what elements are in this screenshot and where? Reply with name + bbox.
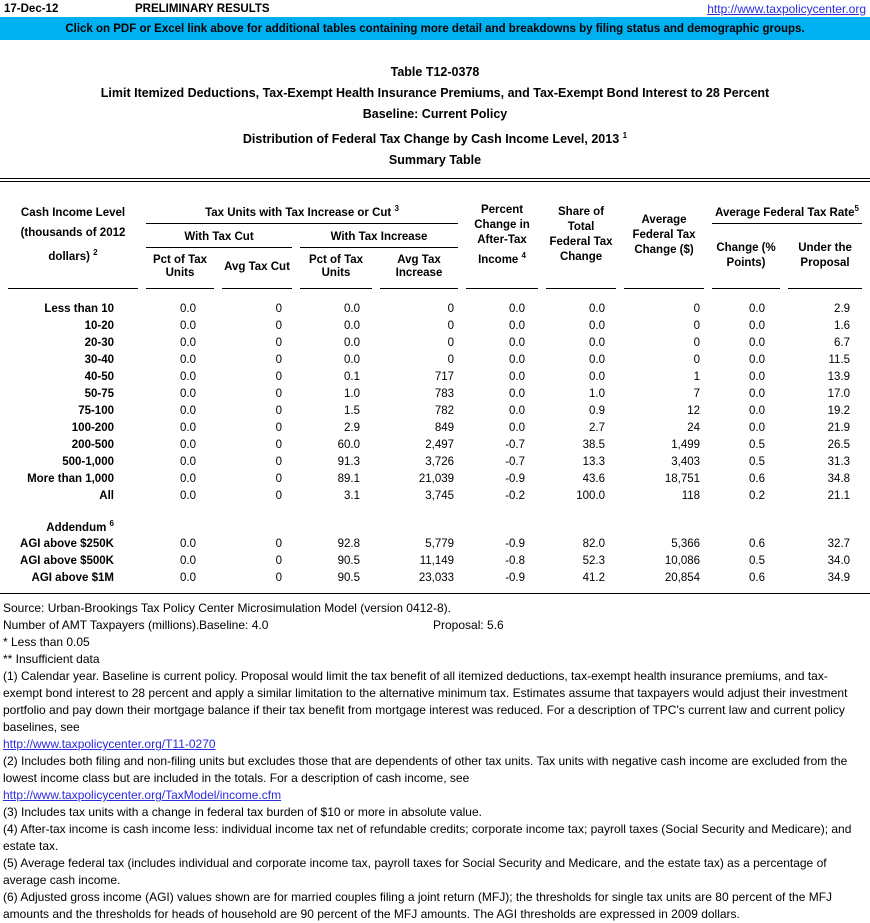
cell-value: 783 <box>434 387 455 400</box>
cell-value: 2.9 <box>834 302 851 315</box>
table-row <box>8 317 862 334</box>
cell-value: 1.5 <box>344 404 360 417</box>
cash-income-link[interactable]: http://www.taxpolicycenter.org/TaxModel/income.cfm <box>3 788 282 803</box>
cell-value: 0.9 <box>589 404 606 417</box>
cell-value: 0.0 <box>589 302 606 315</box>
cell-value: 0.0 <box>180 571 196 584</box>
cell-value: 52.3 <box>582 554 606 567</box>
cell-value: 0 <box>275 537 282 550</box>
proposal-title: Limit Itemized Deductions, Tax-Exempt Health Insurance Premiums, and Tax-Exempt Bond Interest to 28 Percent <box>100 86 770 100</box>
cell-value: 0.0 <box>344 319 360 332</box>
cell-value: 0.0 <box>180 537 196 550</box>
row-label: 50-75 <box>84 387 114 400</box>
table-bottom-rule <box>0 593 870 594</box>
cell-value: 0 <box>275 571 282 584</box>
table-row <box>8 470 862 487</box>
col-header-avg-tax-increase: Avg Tax Increase <box>380 248 458 289</box>
cell-value: 92.8 <box>337 537 360 550</box>
cell-value: 1.6 <box>834 319 851 332</box>
cell-value: 23,033 <box>418 571 455 584</box>
cell-value: 41.2 <box>582 571 606 584</box>
cell-value: 118 <box>681 489 701 502</box>
cell-value: 0 <box>275 387 282 400</box>
cell-value: -0.7 <box>505 455 526 468</box>
cell-value: 34.8 <box>827 472 851 485</box>
row-label: 200-500 <box>71 438 114 451</box>
cell-value: 0 <box>275 421 282 434</box>
row-label: 75-100 <box>78 404 114 417</box>
cell-value: 0.0 <box>509 302 526 315</box>
cell-value: -0.8 <box>505 554 526 567</box>
cell-value: 100.0 <box>576 489 606 502</box>
col-header-pct-units-with-increase: Pct of Tax Units <box>300 248 372 289</box>
table-header <box>8 182 862 289</box>
row-label: 10-20 <box>84 319 114 332</box>
cell-value: 0 <box>275 554 282 567</box>
spacer-row <box>8 504 862 518</box>
row-label: 40-50 <box>84 370 114 383</box>
cell-value: 19.2 <box>827 404 851 417</box>
cell-value: 2.9 <box>344 421 360 434</box>
cell-value: -0.2 <box>505 489 526 502</box>
cell-value: 43.6 <box>582 472 606 485</box>
table-row <box>8 368 862 385</box>
cell-value: 0.0 <box>344 302 360 315</box>
cell-value: 0.0 <box>180 404 196 417</box>
table-row <box>8 385 862 402</box>
col-group-with-tax-cut: With Tax Cut <box>146 224 292 248</box>
cell-value: 0 <box>275 353 282 366</box>
col-header-pct-change-after-tax-income: Percent Change in After-Tax Income $^4$ <box>466 182 538 289</box>
cell-value: 3,726 <box>425 455 455 468</box>
row-label: All <box>99 489 114 502</box>
cell-value: 0 <box>275 302 282 315</box>
table-row <box>8 289 862 317</box>
cell-value: 0.0 <box>180 353 196 366</box>
cell-value: 0.0 <box>589 370 606 383</box>
cell-value: 90.5 <box>337 571 360 584</box>
cell-value: 0 <box>275 319 282 332</box>
cell-value: 91.3 <box>337 455 360 468</box>
cell-value: 0.6 <box>749 571 766 584</box>
cell-value: 1.0 <box>344 387 360 400</box>
cell-value: 12 <box>687 404 701 417</box>
cell-value: 0 <box>275 455 282 468</box>
cell-value: 20,854 <box>664 571 701 584</box>
cell-value: 0 <box>275 336 282 349</box>
col-header-cash-income-level: Cash Income Level (thousands of 2012 dollars) $^2$ <box>8 182 138 289</box>
row-label: AGI above $1M <box>31 571 114 584</box>
cell-value: 0.0 <box>180 302 196 315</box>
cell-value: 6.7 <box>834 336 851 349</box>
cell-value: 0 <box>275 404 282 417</box>
cell-value: 89.1 <box>337 472 360 485</box>
col-group-tax-units-increase-or-cut: Tax Units with Tax Increase or Cut $^3$ <box>146 182 458 224</box>
cell-value: -0.9 <box>505 472 526 485</box>
cell-value: 5,779 <box>425 537 455 550</box>
cell-value: 1.0 <box>589 387 606 400</box>
cell-value: 0.2 <box>749 489 766 502</box>
cell-value: 34.0 <box>827 554 851 567</box>
cell-value: 0 <box>447 353 455 366</box>
cell-value: 0.0 <box>180 421 196 434</box>
cell-value: 0 <box>275 438 282 451</box>
cell-value: 0.0 <box>749 302 766 315</box>
cell-value: 32.7 <box>827 537 851 550</box>
cell-value: 0 <box>275 370 282 383</box>
table-row <box>8 334 862 351</box>
row-label: 100-200 <box>71 421 114 434</box>
star-note-insufficient-data: ** Insufficient data <box>3 652 100 667</box>
table-row <box>8 453 862 470</box>
footnote-5: (5) Average federal tax (includes individual and corporate income tax, payroll taxes for Social Security and Medicare, and the estate tax) as a percentage of average cash income. <box>3 856 827 888</box>
title-block <box>0 62 870 171</box>
cell-value: 0.0 <box>589 336 606 349</box>
cell-value: 3,403 <box>671 455 701 468</box>
cell-value: 0.6 <box>749 537 766 550</box>
cell-value: 2.7 <box>589 421 606 434</box>
footnote-2: (2) Includes both filing and non-filing units but excludes those that are dependents of other tax units. Tax units with negative cash income are excluded from the lowest income class but are included in the totals. For a description of cash income, see <box>3 754 848 786</box>
cell-value: 0 <box>693 353 701 366</box>
cell-value: 0.0 <box>180 319 196 332</box>
cell-value: 1 <box>693 370 701 383</box>
col-group-with-tax-increase: With Tax Increase <box>300 224 458 248</box>
cell-value: 717 <box>434 370 455 383</box>
table-row <box>8 552 862 569</box>
cell-value: 0 <box>275 472 282 485</box>
row-label: 20-30 <box>84 336 114 349</box>
amt-baseline-value: Baseline: 4.0 <box>199 618 269 633</box>
row-label: AGI above $500K <box>20 554 114 567</box>
cell-value: 0.0 <box>749 370 766 383</box>
cell-value: 0.0 <box>749 387 766 400</box>
cell-value: 0.0 <box>180 455 196 468</box>
footnote-4: (4) After-tax income is cash income less: individual income tax net of refundable credits; corporate income tax; payroll taxes (Social Security and Medicare); and estate tax. <box>3 822 852 854</box>
cell-value: 1,499 <box>671 438 701 451</box>
cell-value: 90.5 <box>337 554 360 567</box>
cell-value: 31.3 <box>827 455 851 468</box>
info-banner-text: Click on PDF or Excel link above for additional tables containing more detail and breakdowns by filing status and demographic groups. <box>65 22 805 35</box>
cell-value: 0.6 <box>749 472 766 485</box>
cell-value: 0.0 <box>509 387 526 400</box>
preliminary-results-label: PRELIMINARY RESULTS <box>135 3 270 15</box>
cell-value: 5,366 <box>671 537 701 550</box>
star-note-less-than: * Less than 0.05 <box>3 635 90 650</box>
cell-value: 13.9 <box>827 370 851 383</box>
table-body <box>8 289 862 586</box>
cell-value: 0.0 <box>509 404 526 417</box>
row-label: More than 1,000 <box>27 472 114 485</box>
cell-value: 7 <box>693 387 701 400</box>
row-label: 500-1,000 <box>62 455 114 468</box>
table-row <box>8 402 862 419</box>
cell-value: 0.5 <box>749 455 766 468</box>
cell-value: 0.0 <box>749 319 766 332</box>
cell-value: 11.5 <box>828 353 851 366</box>
table-row <box>8 569 862 586</box>
cell-value: 0.0 <box>180 438 196 451</box>
addendum-header-row <box>8 518 862 535</box>
cell-value: 2,497 <box>425 438 455 451</box>
cell-value: 21,039 <box>418 472 455 485</box>
baseline-title: Baseline: Current Policy <box>362 107 508 121</box>
summary-table <box>0 182 870 586</box>
table-row <box>8 436 862 453</box>
cell-value: 34.9 <box>827 571 851 584</box>
cell-value: 0 <box>447 319 455 332</box>
amt-proposal-value: Proposal: 5.6 <box>433 618 504 633</box>
report-date: 17-Dec-12 <box>4 3 59 15</box>
cell-value: 0.0 <box>180 472 196 485</box>
row-label: Less than 10 <box>44 302 114 315</box>
cell-value: -0.7 <box>505 438 526 451</box>
cell-value: 0.0 <box>749 353 766 366</box>
cell-value: 26.5 <box>827 438 851 451</box>
cell-value: 3,745 <box>425 489 455 502</box>
cell-value: 82.0 <box>582 537 606 550</box>
cell-value: 0 <box>693 336 701 349</box>
cell-value: 0.0 <box>509 370 526 383</box>
table-row <box>8 487 862 504</box>
table-row <box>8 419 862 436</box>
row-label: 30-40 <box>84 353 114 366</box>
cell-value: 0.0 <box>589 319 606 332</box>
cell-value: -0.9 <box>505 537 526 550</box>
cell-value: 0.5 <box>749 438 766 451</box>
cell-value: 21.9 <box>827 421 851 434</box>
footnote-6: (6) Adjusted gross income (AGI) values shown are for married couples filing a joint return (MFJ); the thresholds for single tax units are 80 percent of the MFJ amounts and the thresholds for heads of household are 90 percent of the MFJ amounts. The AGI thresholds are expressed in 2009 dollars. <box>3 890 833 922</box>
table-number-title: Table T12-0378 <box>390 65 480 79</box>
cell-value: 0.0 <box>509 336 526 349</box>
cell-value: 0.0 <box>509 353 526 366</box>
table-row <box>8 535 862 552</box>
cell-value: 0 <box>693 302 701 315</box>
cell-value: 17.0 <box>827 387 851 400</box>
cell-value: 38.5 <box>582 438 606 451</box>
footnote-3: (3) Includes tax units with a change in federal tax burden of $10 or more in absolute value. <box>3 805 482 820</box>
cell-value: 0 <box>447 302 455 315</box>
distribution-title: Distribution of Federal Tax Change by Cash Income Level, 2013 $^1$ <box>242 131 628 147</box>
cell-value: -0.9 <box>505 571 526 584</box>
cell-value: 782 <box>434 404 455 417</box>
cell-value: 10,086 <box>664 554 701 567</box>
row-label: AGI above $250K <box>20 537 114 550</box>
top-header-bar <box>0 0 870 17</box>
cell-value: 0.0 <box>180 370 196 383</box>
col-header-pct-units-with-cut: Pct of Tax Units <box>146 248 214 289</box>
cell-value: 21.1 <box>827 489 851 502</box>
tpc-homepage-link[interactable]: http://www.taxpolicycenter.org <box>707 2 866 16</box>
cell-value: 0.5 <box>749 554 766 567</box>
col-header-rate-under-proposal: Under the Proposal <box>788 224 862 289</box>
cell-value: 0.0 <box>180 554 196 567</box>
cell-value: 0.0 <box>509 319 526 332</box>
cell-value: 18,751 <box>664 472 701 485</box>
summary-table-title: Summary Table <box>388 153 482 168</box>
amt-taxpayers-line: Number of AMT Taxpayers (millions). Baseline: 4.0 Proposal: 5.6 <box>3 618 504 633</box>
cell-value: 0.0 <box>749 421 766 434</box>
cell-value: 0.0 <box>180 336 196 349</box>
cell-value: 0.0 <box>180 387 196 400</box>
cell-value: 0.0 <box>749 336 766 349</box>
addendum-label: Addendum $^6$ <box>46 519 114 535</box>
footnotes <box>0 600 870 923</box>
cell-value: 0.0 <box>589 353 606 366</box>
col-header-rate-change-points: Change (% Points) <box>712 224 780 289</box>
cell-value: 849 <box>434 421 455 434</box>
cell-value: 11,149 <box>419 554 455 567</box>
cell-value: 0.0 <box>344 353 360 366</box>
table-row <box>8 351 862 368</box>
cell-value: 3.1 <box>344 489 360 502</box>
info-banner <box>0 17 870 40</box>
cell-value: 0 <box>275 489 282 502</box>
cell-value: 0.0 <box>344 336 360 349</box>
footnote-1: (1) Calendar year. Baseline is current policy. Proposal would limit the tax benefit of all itemized deductions, tax-exempt health insurance premiums, and tax-exempt bond interest to 28 percent and apply a similar limitation to the alternative minimum tax. Estimates assume that taxpayers would adjust their investment portfolio and pay down their mortgage balance if their tax benefit from mortgage interest was reduced. For a description of TPC's current law and current policy baselines, see <box>3 669 848 735</box>
cell-value: 13.3 <box>582 455 606 468</box>
cell-value: 0.1 <box>344 370 360 383</box>
col-group-average-federal-tax-rate: Average Federal Tax Rate$^5$ <box>712 182 862 224</box>
col-header-average-federal-tax-change: Average Federal Tax Change ($) <box>624 182 704 289</box>
cell-value: 0.0 <box>749 404 766 417</box>
cell-value: 0.0 <box>180 489 196 502</box>
source-note: Source: Urban-Brookings Tax Policy Center Microsimulation Model (version 0412-8). <box>3 601 451 616</box>
cell-value: 0 <box>693 319 701 332</box>
cell-value: 0 <box>447 336 455 349</box>
cell-value: 24 <box>687 421 701 434</box>
col-header-share-total-federal-tax-change: Share of Total Federal Tax Change <box>546 182 616 289</box>
cell-value: 60.0 <box>337 438 360 451</box>
cell-value: 0.0 <box>509 421 526 434</box>
col-header-avg-tax-cut: Avg Tax Cut <box>222 248 292 289</box>
baselines-link[interactable]: http://www.taxpolicycenter.org/T11-0270 <box>3 737 216 752</box>
